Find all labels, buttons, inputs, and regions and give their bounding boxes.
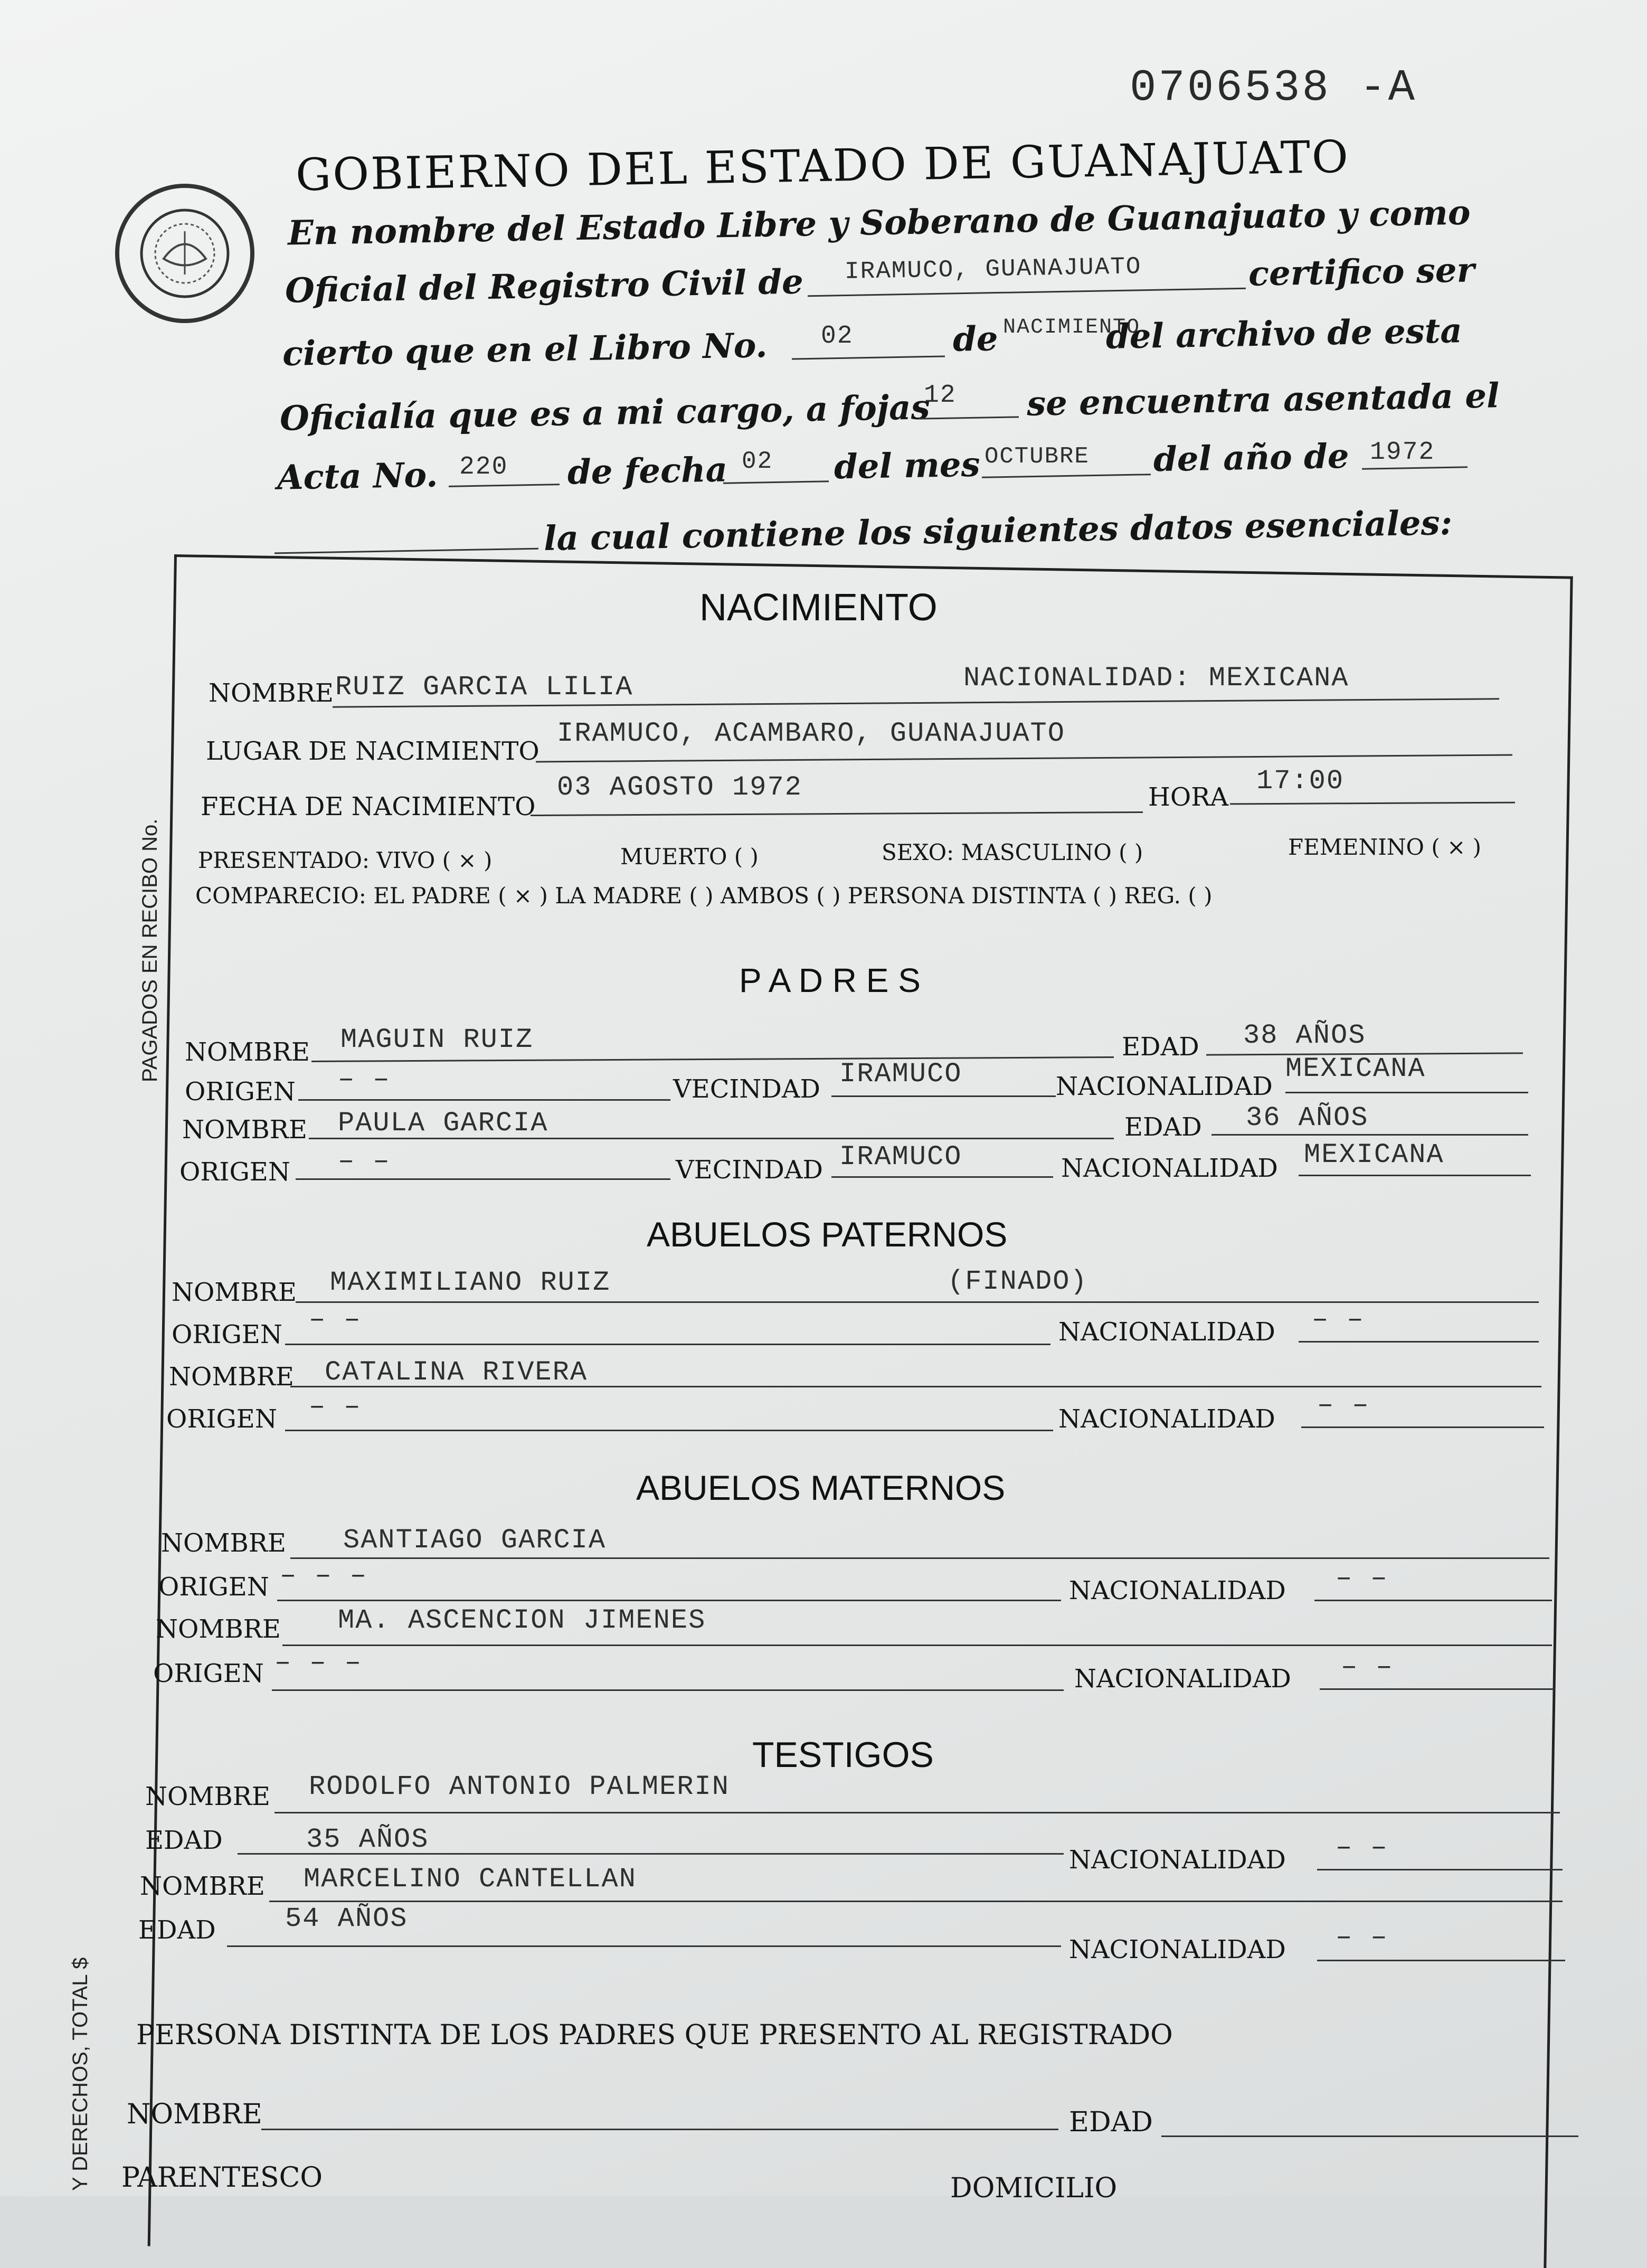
intro-line-4-suffix: se encuentra asentada el	[1026, 376, 1500, 424]
blank-line	[274, 548, 538, 554]
testigo1-nac-line	[1317, 1869, 1563, 1870]
persona-edad-label: EDAD	[1069, 2106, 1153, 2138]
dia-line	[723, 480, 829, 484]
abuela-mat-nombre-line	[282, 1645, 1552, 1646]
abuelo-mat-nombre-label: NOMBRE	[161, 1528, 286, 1558]
padre-nacionalidad-label: NACIONALIDAD	[1056, 1072, 1273, 1101]
abuela-pat-origen-label: ORIGEN	[166, 1404, 277, 1434]
abuelo-mat-nac-label: NACIONALIDAD	[1069, 1576, 1286, 1605]
abuela-pat-nac-label: NACIONALIDAD	[1058, 1404, 1275, 1434]
registro-civil-value: IRAMUCO, GUANAJUATO	[844, 253, 1142, 286]
madre-nombre-label: NOMBRE	[182, 1115, 307, 1145]
abuelos-maternos-heading: ABUELOS MATERNOS	[636, 1468, 1006, 1507]
abuela-mat-nombre-label: NOMBRE	[156, 1614, 281, 1644]
sexo-label: SEXO: MASCULINO ( )	[882, 839, 1143, 865]
abuelo-mat-origen: – – –	[280, 1560, 368, 1591]
madre-nacionalidad-label: NACIONALIDAD	[1061, 1154, 1278, 1183]
intro-line-3-suffix: del archivo de esta	[1105, 311, 1463, 357]
testigo1-edad: 35 AÑOS	[306, 1824, 429, 1855]
recibo-label: PAGADOS EN RECIBO No.	[138, 818, 162, 1082]
abuelo-pat-nombre-line	[296, 1301, 1539, 1303]
padre-origen: – –	[338, 1064, 391, 1095]
persona-edad-line	[1161, 2135, 1578, 2137]
abuelos-paternos-heading: ABUELOS PATERNOS	[647, 1215, 1008, 1254]
abuelo-pat-origen: – –	[309, 1304, 362, 1335]
abuelo-pat-nac-label: NACIONALIDAD	[1058, 1317, 1275, 1347]
padre-nombre: MAGUIN RUIZ	[340, 1024, 534, 1055]
madre-origen-line	[296, 1178, 670, 1180]
padre-edad-label: EDAD	[1122, 1032, 1199, 1062]
abuela-mat-nac-line	[1320, 1688, 1555, 1690]
abuela-pat-nombre-label: NOMBRE	[169, 1362, 294, 1392]
registrado-nombre: RUIZ GARCIA LILIA	[335, 672, 633, 703]
testigo2-nombre-label: NOMBRE	[140, 1872, 265, 1901]
padre-nacionalidad: MEXICANA	[1285, 1053, 1426, 1084]
mes-label: del mes	[834, 445, 981, 487]
comparecio-label: COMPARECIO: EL PADRE ( × ) LA MADRE ( ) AMBOS ( ) PERSONA DISTINTA ( ) REG. ( )	[195, 883, 1213, 909]
padre-origen-line	[298, 1099, 670, 1101]
dia-value: 02	[742, 448, 773, 475]
madre-origen-label: ORIGEN	[179, 1157, 290, 1187]
intro-line-3-mid: de	[952, 319, 999, 360]
abuelo-pat-nombre: MAXIMILIANO RUIZ	[330, 1267, 611, 1298]
abuela-mat-nac: – –	[1341, 1651, 1394, 1683]
abuelo-pat-nac: – –	[1312, 1304, 1365, 1335]
acta-label: Acta No.	[277, 455, 438, 498]
libro-value: 02	[821, 322, 854, 351]
persona-distinta-heading: PERSONA DISTINTA DE LOS PADRES QUE PRESENTO AL REGISTRADO	[136, 2019, 1173, 2051]
fojas-line	[919, 416, 1019, 419]
registro-civil-line	[808, 288, 1246, 297]
madre-edad: 36 AÑOS	[1246, 1102, 1369, 1133]
testigo1-edad-label: EDAD	[145, 1826, 223, 1855]
abuelo-mat-nombre-line	[290, 1557, 1549, 1559]
abuela-pat-nac: – –	[1317, 1390, 1370, 1421]
testigo2-nombre-line	[269, 1901, 1563, 1902]
intro-line-2-suffix: certifico ser	[1248, 250, 1475, 294]
acta-line	[449, 484, 560, 487]
fojas-value: 12	[924, 381, 957, 410]
muerto-label: MUERTO ( )	[620, 844, 759, 870]
libro-line	[792, 355, 945, 360]
nacimiento-heading: NACIMIENTO	[699, 587, 938, 629]
abuela-mat-nombre: MA. ASCENCION JIMENES	[338, 1605, 706, 1636]
fecha-label: de fecha	[567, 450, 728, 493]
padre-nombre-label: NOMBRE	[185, 1037, 310, 1067]
lugar-label: LUGAR DE NACIMIENTO	[206, 736, 539, 766]
anio-label: del año de	[1153, 436, 1350, 480]
lugar-value: IRAMUCO, ACAMBARO, GUANAJUATO	[557, 718, 1065, 749]
testigos-heading: TESTIGOS	[752, 1735, 934, 1775]
abuela-mat-nac-label: NACIONALIDAD	[1074, 1664, 1291, 1694]
madre-vecindad: IRAMUCO	[839, 1141, 962, 1173]
padre-origen-label: ORIGEN	[185, 1077, 296, 1107]
libro-tipo-value: NACIMIENTO	[1003, 316, 1141, 339]
madre-edad-label: EDAD	[1124, 1112, 1202, 1142]
anio-line	[1362, 466, 1468, 469]
abuelo-mat-origen-line	[277, 1600, 1061, 1601]
testigo1-nac-label: NACIONALIDAD	[1069, 1845, 1286, 1875]
mes-line	[982, 474, 1151, 478]
abuelo-mat-nac-line	[1314, 1600, 1552, 1601]
testigo2-edad: 54 AÑOS	[285, 1903, 408, 1934]
testigo1-nombre: RODOLFO ANTONIO PALMERIN	[309, 1771, 730, 1802]
padres-heading: P A D R E S	[739, 961, 921, 999]
madre-vecindad-line	[831, 1176, 1053, 1178]
hora-label: HORA	[1148, 782, 1229, 812]
abuelo-pat-nac-line	[1299, 1341, 1539, 1343]
intro-line-2-prefix: Oficial del Registro Civil de	[285, 262, 804, 311]
femenino-label: FEMENINO ( × )	[1288, 834, 1482, 860]
padre-vecindad-label: VECINDAD	[673, 1074, 821, 1104]
testigo2-edad-label: EDAD	[138, 1915, 216, 1945]
state-seal-icon	[111, 179, 259, 327]
registrado-nacionalidad: NACIONALIDAD: MEXICANA	[963, 663, 1349, 694]
derechos-label: Y DERECHOS, TOTAL $	[69, 1957, 92, 2191]
madre-nombre: PAULA GARCIA	[338, 1108, 548, 1139]
abuelo-mat-origen-label: ORIGEN	[158, 1572, 269, 1602]
madre-edad-line	[1211, 1134, 1528, 1136]
persona-nombre-label: NOMBRE	[127, 2099, 262, 2130]
intro-line-6: la cual contiene los siguientes datos esenciales:	[543, 503, 1453, 559]
fecha-nacimiento-value: 03 AGOSTO 1972	[557, 772, 802, 803]
parentesco-label: PARENTESCO	[121, 2162, 323, 2194]
madre-nacionalidad: MEXICANA	[1304, 1139, 1444, 1170]
serial-number: 0706538 -A	[1130, 63, 1417, 114]
abuela-mat-origen-line	[272, 1689, 1064, 1691]
persona-nombre-line	[261, 2129, 1058, 2130]
abuelo-pat-finado: (FINADO)	[948, 1266, 1088, 1297]
abuela-mat-origen-label: ORIGEN	[153, 1659, 264, 1688]
testigo1-nombre-line	[274, 1812, 1560, 1813]
domicilio-label: DOMICILIO	[950, 2172, 1118, 2204]
madre-vecindad-label: VECINDAD	[676, 1155, 824, 1185]
anio-value: 1972	[1370, 438, 1435, 467]
abuela-pat-origen: – –	[309, 1391, 362, 1422]
abuelo-mat-nombre: SANTIAGO GARCIA	[343, 1525, 607, 1556]
intro-line-1: En nombre del Estado Libre y Soberano de Guanajuato y como	[287, 193, 1471, 253]
testigo2-nac: – –	[1336, 1922, 1388, 1953]
abuela-pat-nombre: CATALINA RIVERA	[325, 1357, 588, 1388]
abuela-pat-origen-line	[285, 1430, 1053, 1431]
padre-vecindad-line	[831, 1095, 1056, 1097]
abuela-mat-origen: – – –	[274, 1647, 363, 1678]
abuela-pat-nac-line	[1301, 1426, 1544, 1428]
presentado-label: PRESENTADO: VIVO ( × )	[198, 847, 493, 873]
madre-origen: – –	[338, 1146, 391, 1177]
testigo1-nombre-label: NOMBRE	[145, 1782, 270, 1811]
government-title: GOBIERNO DEL ESTADO DE GUANAJUATO	[295, 130, 1350, 201]
testigo1-nac: – –	[1336, 1832, 1388, 1863]
abuelo-pat-origen-label: ORIGEN	[172, 1320, 282, 1349]
testigo2-nac-label: NACIONALIDAD	[1069, 1935, 1286, 1964]
acta-value: 220	[459, 453, 508, 481]
abuelo-mat-nac: – –	[1336, 1563, 1388, 1594]
padre-edad: 38 AÑOS	[1243, 1020, 1366, 1051]
abuelo-pat-nombre-label: NOMBRE	[172, 1278, 297, 1307]
madre-nacionalidad-line	[1299, 1175, 1531, 1176]
intro-line-4-prefix: Oficialía que es a mi cargo, a fojas	[279, 388, 931, 439]
intro-line-3-prefix: cierto que en el Libro No.	[282, 325, 768, 374]
testigo2-edad-line	[227, 1945, 1061, 1947]
testigo2-nac-line	[1317, 1960, 1565, 1961]
hora-value: 17:00	[1256, 766, 1345, 797]
testigo2-nombre: MARCELINO CANTELLAN	[304, 1864, 637, 1895]
fecha-nacimiento-label: FECHA DE NACIMIENTO	[201, 792, 536, 821]
padre-nacionalidad-line	[1285, 1092, 1528, 1093]
abuelo-pat-origen-line	[285, 1344, 1050, 1345]
nombre-label: NOMBRE	[209, 678, 334, 708]
padre-vecindad: IRAMUCO	[839, 1059, 962, 1090]
mes-value: OCTUBRE	[985, 443, 1090, 470]
